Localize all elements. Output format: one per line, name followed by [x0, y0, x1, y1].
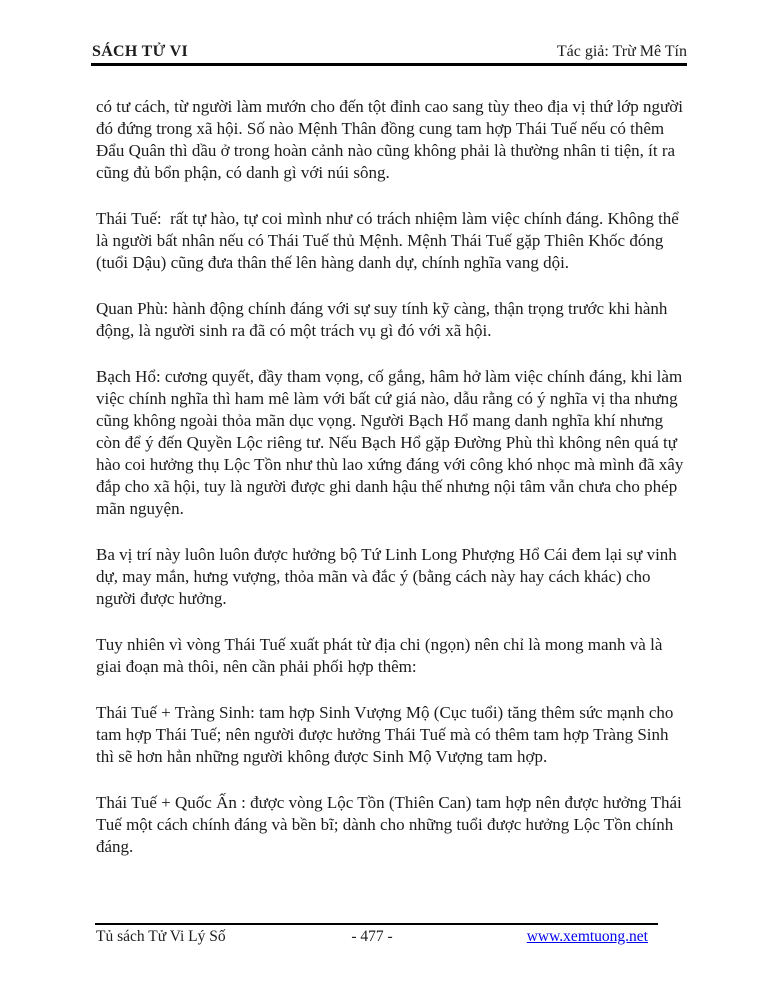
page-footer [96, 928, 648, 946]
website-link[interactable]: www.xemtuong.net [526, 928, 648, 945]
paragraph-quoc-an: Thái Tuế + Quốc Ấn : được vòng Lộc Tồn (Thiên Can) tam hợp nên được hưởng Thái Tuế một cách chính đáng và bền bĩ; dành cho những tuổi được hưởng Lộc Tồn chính đáng. [96, 793, 686, 856]
book-title: SÁCH TỬ VI [92, 43, 189, 60]
header-divider [91, 63, 687, 66]
footer-page-number: - 477 - [351, 928, 393, 945]
footer-link-cell [393, 928, 648, 946]
footer-divider [95, 923, 658, 925]
paragraph-bach-ho: Bạch Hổ: cương quyết, đầy tham vọng, cố gắng, hâm hở làm việc chính đáng, khi làm việc chính nghĩa thì ham mê làm với bất cứ giá nào, dẫu rằng có ý nghĩa vị tha nhưng cũng không ngoài thỏa mãn dục vọng. Người Bạch Hổ mang danh nghĩa khí nhưng còn để ý đến Quyền Lộc riêng tư. Nếu Bạch Hổ gặp Đường Phù thì không nên quá tự hào coi hưởng thụ Lộc Tồn như thù lao xứng đáng với công khó nhọc mà mình đã xây đắp cho xã hội, tuy là người được ghi danh hậu thế nhưng nội tâm vẫn chưa cho phép mãn nguyện. [96, 367, 688, 518]
paragraph-tuy-nhien: Tuy nhiên vì vòng Thái Tuế xuất phát từ địa chi (ngọn) nên chỉ là mong manh và là giai đoạn mà thôi, nên cần phải phối hợp thêm: [96, 635, 667, 676]
author-credit: Tác giả: Trừ Mê Tín [556, 43, 687, 60]
paragraph-thai-tue: Thái Tuế: rất tự hào, tự coi mình như có trách nhiệm làm việc chính đáng. Không thể là người bất nhân nếu có Thái Tuế thủ Mệnh. Mệnh Thái Tuế gặp Thiên Khốc đóng (tuổi Dậu) cũng đưa thân thế lên hàng danh dự, chính nghĩa vang dội. [96, 209, 684, 272]
page-header [92, 43, 687, 61]
footer-series-title: Tủ sách Tử Vi Lý Số [96, 928, 226, 945]
paragraph-trang-sinh: Thái Tuế + Tràng Sinh: tam hợp Sinh Vượng Mộ (Cục tuổi) tăng thêm sức mạnh cho tam hợp Thái Tuế; nên người được hưởng Thái Tuế mà có thêm tam hợp Tràng Sinh thì sẽ hơn hẳn những người không được Sinh Mộ Vượng tam hợp. [96, 703, 678, 766]
page-body [96, 96, 686, 882]
paragraph-quan-phu: Quan Phù: hành động chính đáng với sự suy tính kỹ càng, thận trọng trước khi hành động, là người sinh ra đã có một trách vụ gì đó với xã hội. [96, 299, 672, 340]
paragraph-intro: có tư cách, từ người làm mướn cho đến tột đỉnh cao sang tùy theo địa vị thứ lớp người đó đứng trong xã hội. Số nào Mệnh Thân đồng cung tam hợp Thái Tuế nếu có thêm Đẩu Quân thì dầu ở trong hoàn cảnh nào cũng không phải là thường nhân ti tiện, ít ra cũng đủ bổn phận, có danh gì với núi sông. [96, 97, 688, 182]
paragraph-tu-linh: Ba vị trí này luôn luôn được hưởng bộ Tứ Linh Long Phượng Hổ Cái đem lại sự vinh dự, may mắn, hưng vượng, thỏa mãn và đắc ý (bằng cách này hay cách khác) cho người được hưởng. [96, 545, 682, 608]
